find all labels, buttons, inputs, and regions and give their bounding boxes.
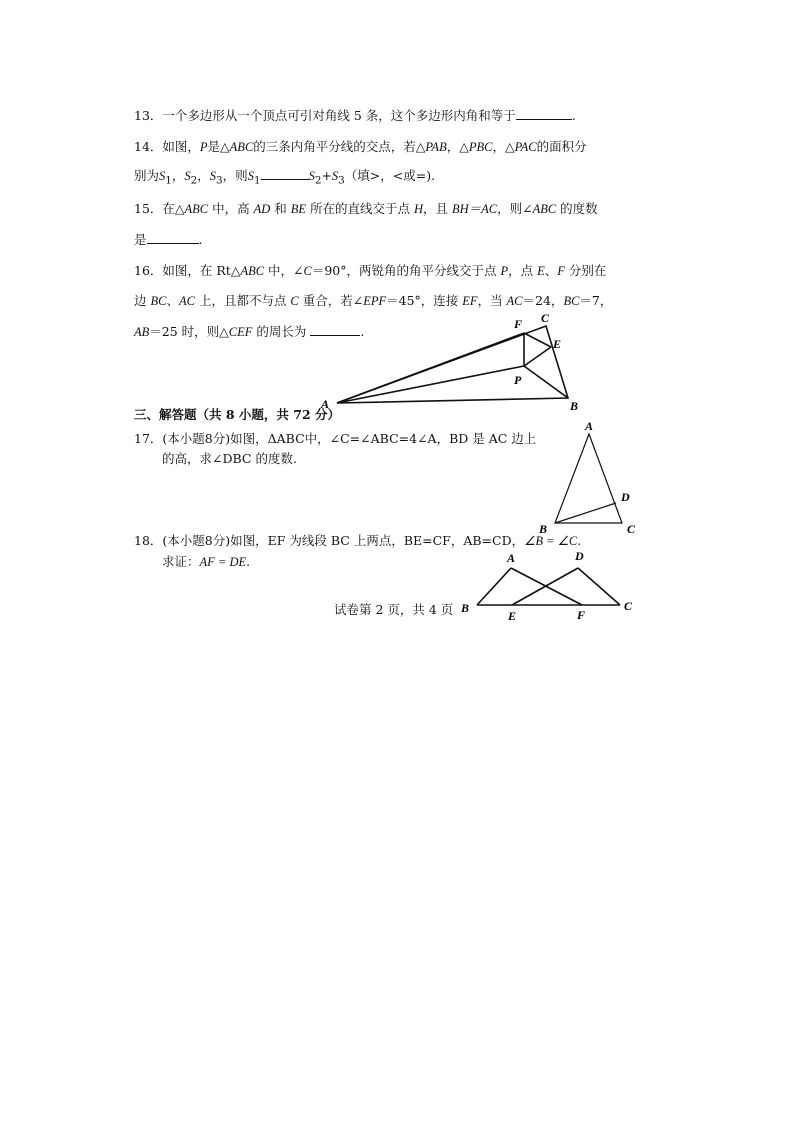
fig16-segment-FE [524, 333, 551, 347]
question-18-line-2: 求证：AF = DE. [162, 554, 251, 569]
fig17-label-C: C [627, 522, 636, 536]
fig18-label-E: E [508, 609, 517, 623]
fig16-label-E: E [553, 337, 562, 351]
fig17-label-D: D [621, 490, 630, 504]
question-15-line-2: 是 . [134, 232, 203, 247]
fig16-segment-AF [337, 333, 524, 403]
question-14-line-1: 14．如图，P是△ABC的三条内角平分线的交点，若△PAB，△PBC，△PAC的面积分 [134, 139, 587, 154]
fig16-segment-PB [524, 366, 568, 398]
fig18-label-D: D [575, 549, 584, 563]
fig16-label-F: F [514, 317, 523, 331]
question-14-line-2: 别为$S_1$，$S_2$，$S_3$，则$S_1$ $S_2+S_3$（填>，<或=). [134, 168, 436, 187]
fig16-label-A: A [321, 397, 330, 411]
question-17-line-1: 17．(本小题8分)如图，ΔABC中，∠C=∠ABC=4∠A，BD 是 AC 边上 [134, 431, 537, 446]
fig17-triangle [555, 434, 622, 523]
fig18-label-C: C [624, 599, 633, 613]
fig18-segment-DC [578, 568, 620, 605]
fig17-label-B: B [539, 522, 548, 536]
question-16-line-3: AB＝25 时，则△CEF 的周长为 . [134, 324, 365, 339]
figure-16 [337, 326, 568, 403]
fig16-segment-AP [337, 366, 524, 403]
figure-17 [555, 434, 622, 523]
question-18-line-1: 18．(本小题8分)如图，EF 为线段 BC 上两点，BE=CF，AB=CD，∠B = ∠C. [134, 533, 582, 548]
fig16-label-C: C [541, 311, 550, 325]
question-13: 13．一个多边形从一个顶点可引对角线 5 条，这个多边形内角和等于 . [134, 108, 576, 123]
fig18-label-B: B [461, 601, 470, 615]
fig16-segment-PE [524, 347, 551, 366]
fig18-label-A: A [507, 551, 516, 565]
page-footer: 试卷第 2 页，共 4 页 [334, 602, 454, 617]
fig18-label-F: F [577, 608, 586, 622]
fig17-label-A: A [585, 419, 594, 433]
fig17-altitude-BD [555, 503, 616, 523]
fig18-segment-BA [477, 568, 511, 605]
section-header: 三、解答题（共 8 小题，共 72 分） [134, 407, 341, 422]
fig16-label-B: B [570, 399, 579, 413]
question-16-line-1: 16．如图，在 Rt△ABC 中，∠C＝90°，两锐角的角平分线交于点 P，点 E、F 分别在 [134, 263, 607, 278]
question-17-line-2: 的高，求∠DBC 的度数. [162, 451, 297, 466]
question-15-line-1: 15．在△ABC 中，高 AD 和 BE 所在的直线交于点 H，且 BH＝AC，则∠ABC 的度数 [134, 201, 598, 216]
figure-18 [477, 568, 620, 605]
fig16-label-P: P [514, 373, 522, 387]
question-16-line-2: 边 BC、AC 上，且都不与点 C 重合，若∠EPF＝45°，连接 EF，当 AC＝24，BC＝7， [134, 293, 613, 308]
